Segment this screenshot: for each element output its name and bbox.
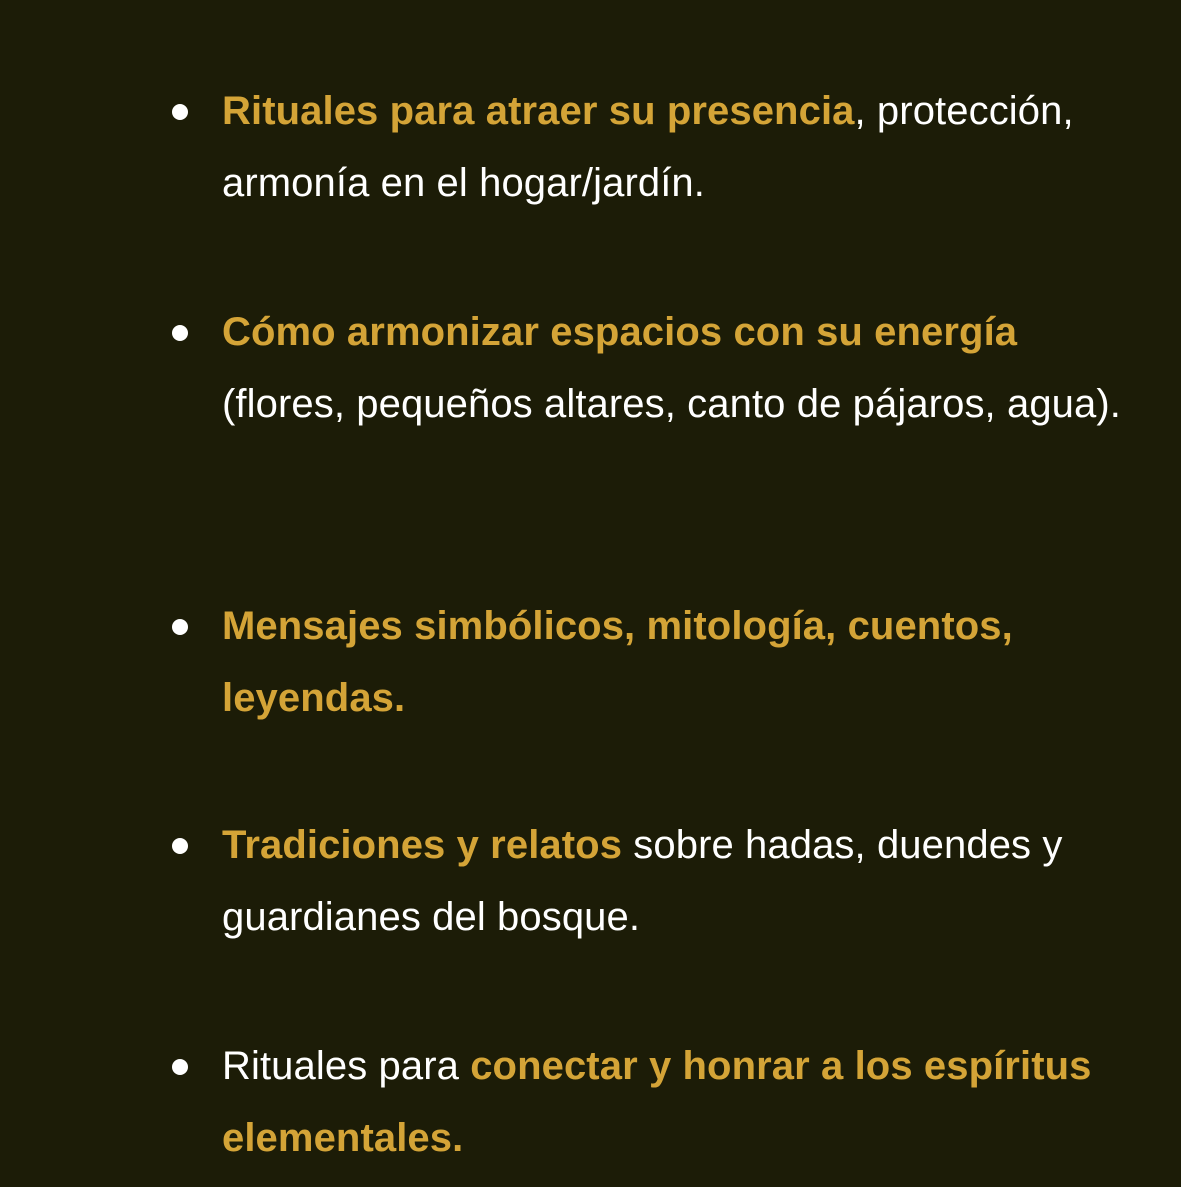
list-item [222, 1030, 1122, 1174]
bullet-icon [172, 619, 188, 635]
highlight-text: conectar y honrar a los espíritus elementales. [222, 1044, 1092, 1160]
list-item [222, 296, 1122, 440]
highlight-text: Tradiciones y relatos [222, 823, 623, 867]
highlight-text: Mensajes simbólicos, mitología, cuentos, leyendas. [222, 604, 1013, 720]
list-item [222, 809, 1122, 953]
body-text: sobre hadas, duendes y guardianes del bosque. [222, 823, 1063, 939]
bullet-icon [172, 1059, 188, 1075]
highlight-text: Cómo armonizar espacios con su energía [222, 310, 1018, 354]
bullet-icon [172, 104, 188, 120]
highlight-text: Rituales para atraer su presencia [222, 89, 855, 133]
body-text: Rituales para [222, 1044, 471, 1088]
body-text: , protección, armonía en el hogar/jardín. [222, 89, 1074, 205]
body-text: (flores, pequeños altares, canto de pájaros, agua). [222, 382, 1121, 426]
list-item [222, 75, 1122, 219]
bullet-icon [172, 838, 188, 854]
bullet-icon [172, 325, 188, 341]
list-item [222, 590, 1122, 734]
